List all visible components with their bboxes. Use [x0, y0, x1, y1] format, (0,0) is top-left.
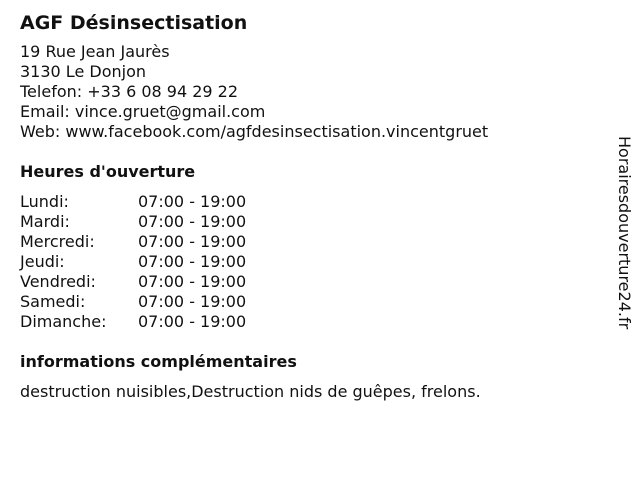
hours-day: Mardi:: [20, 212, 70, 231]
opening-hours-heading: Heures d'ouverture: [20, 162, 196, 181]
phone-line: Telefon: +33 6 08 94 29 22: [20, 82, 239, 101]
business-card: [20, 10, 600, 402]
hours-time: 07:00 - 19:00: [138, 312, 247, 331]
hours-time: 07:00 - 19:00: [138, 292, 247, 311]
hours-day: Samedi:: [20, 292, 86, 311]
site-watermark-label: Horairesdouverture24.fr: [615, 136, 634, 330]
hours-row-monday: [20, 192, 600, 212]
hours-time: 07:00 - 19:00: [138, 232, 247, 251]
hours-row-sunday: [20, 312, 600, 332]
hours-row-tuesday: [20, 212, 600, 232]
business-title: AGF Désinsectisation: [20, 12, 248, 34]
additional-info-text: destruction nuisibles,Destruction nids de guêpes, frelons.: [20, 382, 481, 401]
web-line: Web: www.facebook.com/agfdesinsectisation.vincentgruet: [20, 122, 489, 141]
hours-time: 07:00 - 19:00: [138, 212, 247, 231]
additional-info-heading: informations complémentaires: [20, 352, 297, 371]
hours-day: Dimanche:: [20, 312, 107, 331]
hours-row-thursday: [20, 252, 600, 272]
hours-day: Mercredi:: [20, 232, 95, 251]
hours-day: Vendredi:: [20, 272, 96, 291]
hours-day: Lundi:: [20, 192, 69, 211]
hours-row-friday: [20, 272, 600, 292]
email-line: Email: vince.gruet@gmail.com: [20, 102, 266, 121]
address-line-1: 19 Rue Jean Jaurès: [20, 42, 170, 61]
opening-hours-table: [20, 192, 600, 332]
hours-day: Jeudi:: [20, 252, 65, 271]
address-line-2: 3130 Le Donjon: [20, 62, 146, 81]
hours-row-wednesday: [20, 232, 600, 252]
hours-time: 07:00 - 19:00: [138, 272, 247, 291]
hours-time: 07:00 - 19:00: [138, 252, 247, 271]
hours-time: 07:00 - 19:00: [138, 192, 247, 211]
hours-row-saturday: [20, 292, 600, 312]
